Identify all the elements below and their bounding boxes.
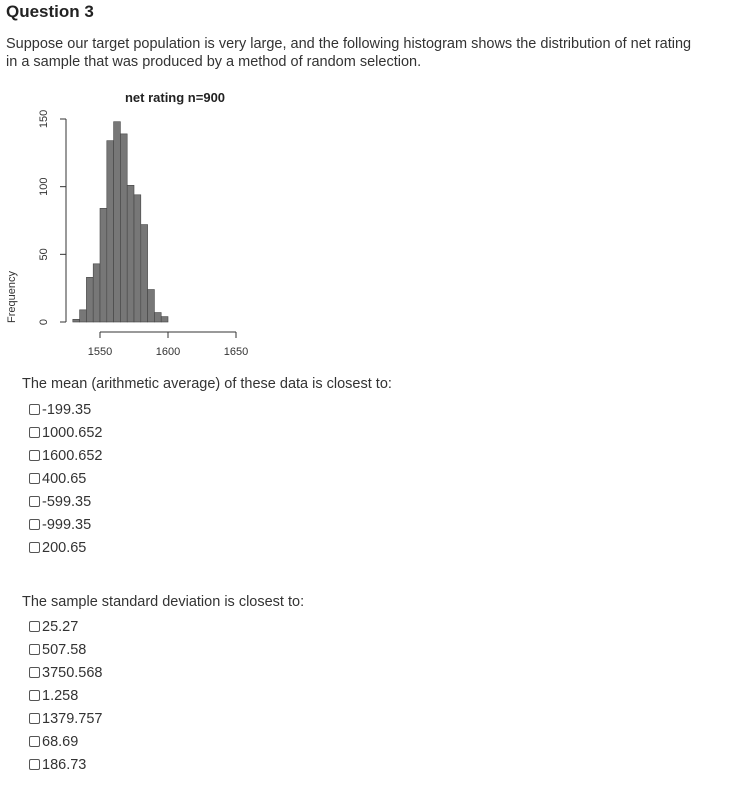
checkbox[interactable]: [29, 427, 40, 438]
answer-option[interactable]: [29, 490, 102, 513]
chart-title: net rating n=900: [124, 90, 226, 105]
option-label: -199.35: [42, 401, 92, 418]
answer-option[interactable]: [29, 684, 102, 707]
histogram-bar: [80, 310, 87, 322]
checkbox[interactable]: [29, 644, 40, 655]
option-label: 1000.652: [42, 424, 103, 441]
histogram-bar: [134, 195, 141, 322]
option-label: 1.258: [42, 687, 79, 704]
option-label: 68.69: [42, 733, 79, 750]
checkbox[interactable]: [29, 473, 40, 484]
answer-option[interactable]: [29, 536, 102, 559]
answer-option[interactable]: [29, 638, 102, 661]
option-label: 3750.568: [42, 664, 103, 681]
histogram-bar: [148, 290, 155, 322]
histogram-bar: [73, 319, 80, 322]
question-title: Question 3: [6, 2, 94, 21]
answer-option[interactable]: [29, 513, 102, 536]
checkbox[interactable]: [29, 759, 40, 770]
histogram-bar: [86, 277, 93, 322]
checkbox[interactable]: [29, 713, 40, 724]
checkbox[interactable]: [29, 542, 40, 553]
y-axis-label: Frequency: [6, 271, 18, 323]
y-tick-label: 0: [38, 318, 50, 326]
mean-question-text: The mean (arithmetic average) of these data is closest to:: [22, 376, 392, 392]
answer-option[interactable]: [29, 661, 102, 684]
answer-option[interactable]: [29, 398, 102, 421]
checkbox[interactable]: [29, 621, 40, 632]
histogram-bar: [93, 264, 100, 322]
checkbox[interactable]: [29, 667, 40, 678]
histogram-bar: [154, 313, 161, 322]
histogram-bar: [161, 317, 168, 322]
question-text: Suppose our target population is very large, and the following histogram shows the distribution of net rating in a sample that was produced by a method of random selection.: [6, 36, 692, 70]
y-tick-label: 150: [38, 109, 50, 129]
histogram-chart: [0, 84, 300, 370]
x-tick-label: 1650: [223, 346, 249, 358]
histogram-bar: [127, 185, 134, 322]
checkbox[interactable]: [29, 519, 40, 530]
histogram-bar: [100, 208, 107, 322]
histogram-bar: [141, 225, 148, 322]
checkbox[interactable]: [29, 404, 40, 415]
option-label: 507.58: [42, 641, 87, 658]
y-axis: [38, 110, 66, 325]
mean-options-list: [29, 398, 102, 559]
answer-option[interactable]: [29, 730, 102, 753]
answer-option[interactable]: [29, 467, 102, 490]
histogram-bars: [73, 122, 168, 322]
checkbox[interactable]: [29, 690, 40, 701]
option-label: 186.73: [42, 756, 87, 773]
option-label: 1379.757: [42, 710, 103, 727]
y-tick-label: 100: [38, 177, 50, 196]
option-label: 25.27: [42, 618, 79, 635]
y-tick-label: 50: [38, 248, 50, 261]
answer-option[interactable]: [29, 444, 102, 467]
answer-option[interactable]: [29, 753, 102, 776]
sd-options-list: [29, 615, 102, 776]
answer-option[interactable]: [29, 421, 102, 444]
x-tick-label: 1600: [155, 346, 181, 358]
answer-option[interactable]: [29, 707, 102, 730]
option-label: 200.65: [42, 539, 87, 556]
option-label: -599.35: [42, 493, 92, 510]
sd-question-text: The sample standard deviation is closest to:: [22, 594, 305, 610]
histogram-bar: [114, 122, 121, 322]
histogram-bar: [120, 134, 127, 322]
checkbox[interactable]: [29, 736, 40, 747]
answer-option[interactable]: [29, 615, 102, 638]
checkbox[interactable]: [29, 496, 40, 507]
x-axis: [88, 332, 248, 358]
option-label: 400.65: [42, 470, 87, 487]
histogram-bar: [107, 141, 114, 322]
option-label: 1600.652: [42, 447, 103, 464]
x-tick-label: 1550: [87, 346, 113, 358]
option-label: -999.35: [42, 516, 92, 533]
checkbox[interactable]: [29, 450, 40, 461]
